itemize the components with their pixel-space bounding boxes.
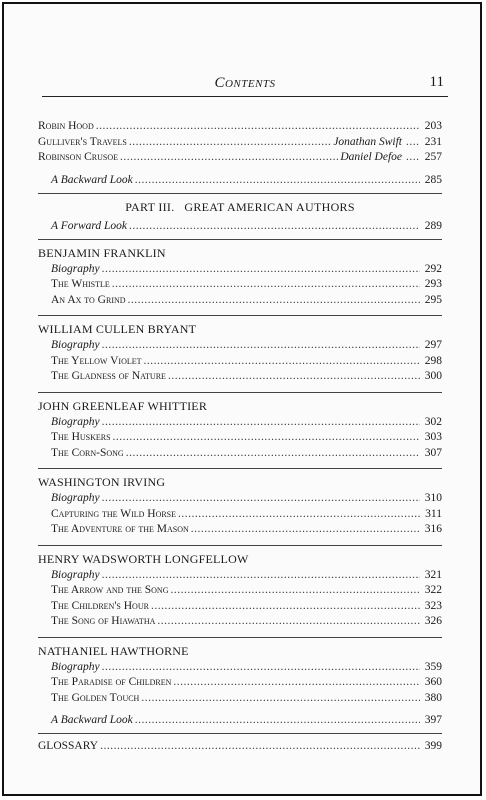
toc-entry [38,447,442,463]
entry-title: Biography [51,339,100,351]
entry-page: 322 [424,584,442,596]
leader-dots [173,676,420,688]
divider [38,468,442,469]
leader-dots [128,294,420,306]
entry-title: The Arrow and the Song [51,584,169,596]
entry-page: 321 [424,568,442,581]
leader-dots [129,220,420,232]
entry-title: The Paradise of Children [51,676,172,688]
toc-entry [38,278,442,294]
entry-title: The Yellow Violet [51,354,142,367]
leader-dots [126,447,420,459]
leader-dots [168,370,420,382]
divider [38,392,442,393]
toc-entry [38,661,442,677]
entry-page: 231 [424,135,442,148]
toc-entry [38,676,442,692]
author-heading: WILLIAM CULLEN BRYANT [38,322,197,336]
entry-page: 323 [424,599,442,612]
backward-look-entry [38,714,442,731]
author-heading: BENJAMIN FRANKLIN [38,245,166,260]
entry-page: 289 [424,219,442,232]
table-of-contents [38,120,442,756]
author-heading: NATHANIEL HAWTHORNE [38,643,189,658]
divider [38,637,442,638]
leader-dots [102,661,420,673]
leader-dots [102,569,420,581]
page-number: 11 [429,74,444,90]
entry-page: 307 [424,446,442,459]
leader-dots [100,740,420,752]
entry-page: 293 [424,278,442,290]
toc-entry [38,692,442,708]
toc-entry [38,584,442,600]
toc-entry [38,355,442,371]
toc-entry [38,615,442,631]
entry-title: Biography [51,492,100,504]
leader-dots [157,615,420,627]
leader-dots [151,600,420,612]
leader-dots [178,508,420,520]
entry-title: The Adventure of the Mason [51,523,189,535]
entry-page: 300 [424,370,442,382]
entry-title: An Ax to Grind [51,293,126,306]
author-heading: HENRY WADSWORTH LONGFELLOW [38,551,249,566]
entry-page: 303 [424,431,442,443]
divider [38,239,442,240]
toc-entry [38,339,442,355]
entry-page: 298 [424,354,442,367]
leader-dots [102,416,420,428]
leader-dots [144,355,420,367]
leader-dots [120,151,338,163]
author-heading: JOHN GREENLEAF WHITTIER [38,398,208,413]
leader-dots [406,136,420,148]
entry-title: Gulliver's Travels [38,135,127,148]
glossary-entry [38,740,442,756]
toc-entry [38,492,442,508]
entry-title: A Backward Look [51,714,133,726]
entry-page: 311 [425,507,442,520]
entry-title: The Golden Touch [51,691,140,704]
toc-entry [38,136,442,152]
entry-title: Capturing the Wild Horse [51,507,177,520]
leader-dots [112,278,420,290]
entry-page: 203 [424,120,442,132]
divider [38,733,442,734]
toc-entry [38,370,442,386]
leader-dots [406,151,420,163]
leader-dots [191,523,420,535]
entry-page: 326 [424,615,442,627]
entry-title: Robin Hood [38,120,94,132]
toc-entry [38,523,442,539]
entry-title: The Gladness of Nature [51,370,166,382]
part-heading: PART III. GREAT AMERICAN AUTHORS [125,199,355,214]
leader-dots [102,339,420,351]
entry-page: 285 [424,173,442,186]
author-heading: WASHINGTON IRVING [38,475,166,489]
leader-dots [141,692,420,704]
entry-title: The Children's Hour [51,599,149,612]
divider [38,315,442,316]
leader-dots [113,431,420,443]
entry-page: 292 [424,262,442,275]
toc-entry [38,263,442,279]
entry-title: The Song of Hiawatha [51,615,156,627]
entry-page: 399 [424,740,442,752]
leader-dots [96,120,420,132]
entry-title: GLOSSARY [38,740,99,752]
toc-entry [38,508,442,524]
leader-dots [135,174,420,186]
entry-author: Daniel Defoe [340,151,402,163]
toc-entry [38,294,442,310]
entry-page: 310 [424,492,442,504]
divider [38,545,442,546]
leader-dots [129,136,331,148]
entry-page: 257 [424,151,442,163]
entry-title: The Whistle [51,278,110,290]
entry-title: The Corn-Song [51,446,124,459]
forward-look-entry [38,220,442,237]
page-header [42,74,448,97]
toc-entry [38,569,442,585]
leader-dots [135,714,420,726]
running-head-title: Contents [214,75,276,91]
entry-page: 359 [424,660,442,673]
entry-title: Biography [51,568,100,581]
entry-title: A Forward Look [51,219,128,232]
divider [38,193,442,194]
toc-entry [38,431,442,447]
backward-look-entry [38,174,442,191]
entry-author: Jonathan Swift [333,135,402,148]
entry-page: 397 [424,714,442,726]
toc-entry [38,151,442,167]
entry-page: 380 [424,691,442,704]
entry-title: The Huskers [51,431,111,443]
entry-page: 295 [424,293,442,306]
entry-title: Biography [51,415,100,428]
entry-title: A Backward Look [51,173,133,186]
entry-title: Biography [51,660,100,673]
entry-page: 360 [424,676,442,688]
entry-page: 302 [424,415,442,428]
toc-entry [38,120,442,136]
toc-entry [38,600,442,616]
entry-title: Robinson Crusoe [38,151,119,163]
leader-dots [102,492,420,504]
entry-page: 297 [424,339,442,351]
toc-entry [38,416,442,432]
leader-dots [170,584,420,596]
entry-page: 316 [424,523,442,535]
entry-title: Biography [51,262,100,275]
leader-dots [102,263,420,275]
